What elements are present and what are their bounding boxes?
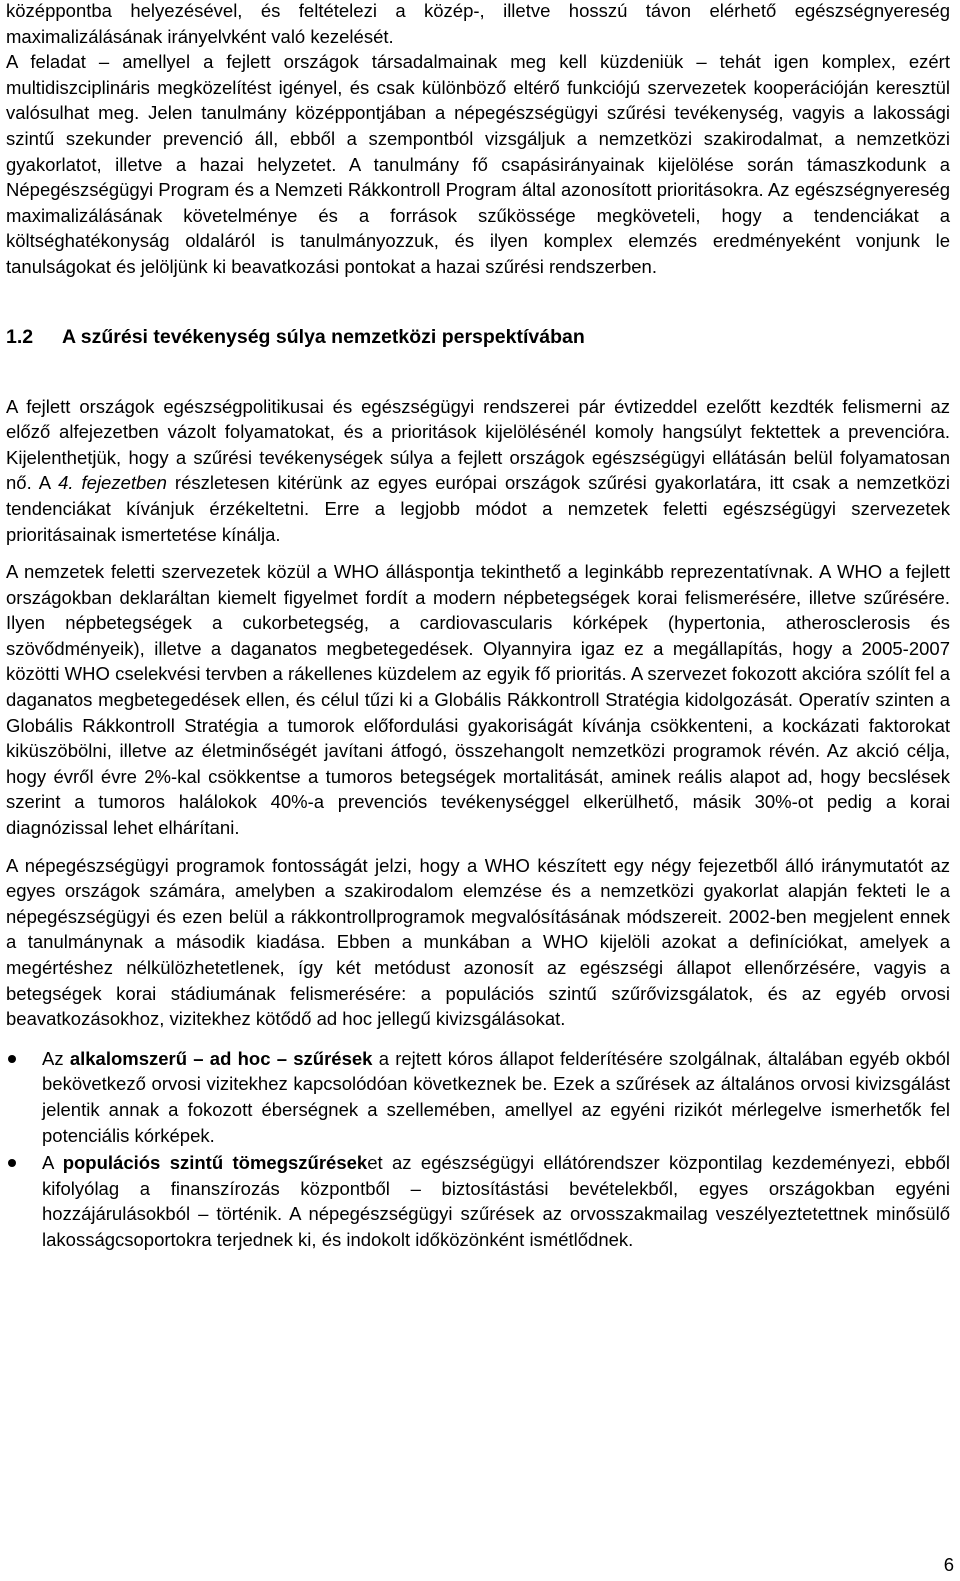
intro-paragraph-1: középpontba helyezésével, és feltételezi a közép-, illetve hosszú távon elérhető egészségnyereség maximalizálásának irányelvként való kezelését. xyxy=(6,0,950,47)
intro-paragraph-2: A feladat – amellyel a fejlett országok társadalmainak meg kell küzdeniük – tehát igen komplex, ezért multidiszciplináris megközelítést igényel, és csak különböző eltérő funkciójú szervezetek kooperációján keresztül valósulhat meg. Jelen tanulmány középpontjában a népegészségügyi szűrési tevékenység, vagyis a lakossági szintű szekunder prevenció áll, ebből a szempontból vizsgáljuk a nemzetközi szakirodalmat, a nemzetközi gyakorlatot, illetve a hazai helyzetet. A tanulmány fő csapásirányainak kijelölése során támaszkodunk a Népegészségügyi Program és a Nemzeti Rákkontroll Program által azonosított prioritásokra. Az egészségnyereség maximalizálásának követelménye és a források szűkössége megköveteli, hogy a tendenciákat a költséghatékonyság oldaláról is tanulmányozzuk, és ilyen komplex elemzés eredményeként vonjunk le tanulságokat és jelöljünk ki beavatkozási pontokat a hazai szűrési rendszerben. xyxy=(6,51,950,277)
list-item xyxy=(6,1046,950,1148)
bullet-2-pre: A xyxy=(42,1152,63,1174)
bullet-1-post: a rejtett kóros állapot felderítésére szolgálnak, általában egyéb okból bekövetkező orvosi vizitekhez kapcsolódóan következnek be. Ezek a szűrések az általános orvosi kivizsgálást jelentik annak a fokozott éberségnek a szellemében, amellyel az egyéni rizikót mérlegelve ismerhetők fel potenciális kórképek. xyxy=(42,1047,950,1146)
section-heading xyxy=(6,324,950,350)
bullet-icon xyxy=(8,1159,16,1167)
bullet-2-bold: populációs szintű tömegszűrések xyxy=(62,1152,368,1174)
body-paragraph-1 xyxy=(6,394,950,548)
page-number: 6 xyxy=(943,1554,954,1575)
body-paragraph-1-text-b: részletesen kitérünk az egyes európai országok szűrési gyakorlatára, itt csak a nemzetközi tendenciákat kívánjuk érzékeltetni. Erre a legjobb módot a nemzetek feletti egészségügyi szervezetek prioritásainak ismertetése kínálja. xyxy=(6,472,951,545)
list-item xyxy=(6,1150,950,1252)
body-paragraph-1-text-a: A fejlett országok egészségpolitikusai és egészségügyi rendszerei pár évtizeddel ezelőtt kezdték felismerni az előző alfejezetben vázolt folyamatokat, és a prioritások kijelölésénél komoly hangsúlyt fektettek a prevencióra. Kijelenthetjük, hogy a szűrési tevékenységek súlya a fejlett országok egészségügyi ellátásán belül folyamatosan nő. A xyxy=(6,395,950,494)
bullet-1-pre: Az xyxy=(42,1047,70,1069)
bullet-icon xyxy=(8,1055,16,1063)
body-paragraph-2: A nemzetek feletti szervezetek közül a WHO álláspontja tekinthető a leginkább reprezentatívnak. A WHO a fejlett országokban deklaráltan kiemelt figyelmet fordít a modern népbetegségek korai felismerésére, illetve szűrésére. Ilyen népbetegségek a cukorbetegség, a cardiovascularis kórképek (hypertonia, atherosclerosis és szövődményeik), illetve a daganatos megbetegedések. Olyannyira igaz ez a megállapítás, hogy a 2005-2007 közötti WHO cselekvési tervben a rákellenes küzdelem az egyik fő prioritás. A szervezet fokozott akcióra szólít fel a daganatos megbetegedések ellen, és célul tűzi ki a Globális Rákkontroll Stratégia kidolgozását. Operatív szinten a Globális Rákkontroll Stratégia a tumorok előfordulási gyakoriságát kívánja csökkenteni, a kockázati faktorokat kiküszöbölni, illetve az életminőségét javítani átfogó, összehangolt nemzetközi programok révén. Az akció célja, hogy évről évre 2%-kal csökkentse a tumoros betegségek mortalitását, aminek reális alapot ad, hogy becslések szerint a tumoros halálokok 40%-a prevenciós tevékenységgel elkerülhető, másik 30%-ot pedig a korai diagnózissal lehet elhárítani. xyxy=(6,561,950,839)
body-paragraph-3: A népegészségügyi programok fontosságát jelzi, hogy a WHO készített egy négy fejezetből álló iránymutatót az egyes országok számára, amelyben a szakirodalom elemzése és a nemzetközi gyakorlat alapján fekteti le a népegészségügyi és ezen belül a rákkontrollprogramok megvalósításának módszereit. 2002-ben megjelent ennek a tanulmánynak a második kiadása. Ebben a munkában a WHO kijelöli azokat a definíciókat, amelyek a megértéshez nélkülözhetetlenek, így két metódust azonosít az egészségi állapot ellenőrzésére, vagyis a betegségek korai stádiumának felismerésére: a populációs szintű szűrővizsgálatok, és az egyéb orvosi beavatkozásokhoz, vizitekhez kötődő ad hoc jellegű kivizsgálásokat. xyxy=(6,854,950,1030)
bullet-list xyxy=(6,1046,950,1253)
section-number: 1.2 xyxy=(6,325,34,348)
document-page xyxy=(6,0,950,1253)
section-title: A szűrési tevékenység súlya nemzetközi perspektívában xyxy=(62,325,585,348)
bullet-1-bold: alkalomszerű – ad hoc – szűrések xyxy=(69,1047,373,1069)
chapter-reference: 4. fejezetben xyxy=(58,472,167,494)
bullet-2-post: et az egészségügyi ellátórendszer központilag kezdeményezi, ebből kifolyólag a finanszírozás központből – biztosítástási bevételekből, egyes országokban egyéni hozzájárulásokból – történik. A népegészségügyi szűrések az orvosszakmailag veszélyeztetettnek minősülő lakosságcsoportokra terjednek ki, és indokolt időközönként ismétlődnek. xyxy=(42,1152,950,1250)
